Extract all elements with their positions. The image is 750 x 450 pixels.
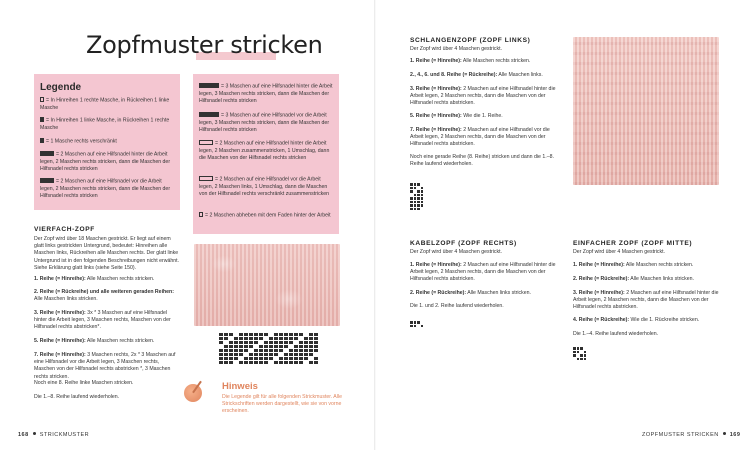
chart-cell — [421, 204, 424, 207]
chart-cell — [254, 333, 258, 336]
chart-cell — [314, 349, 318, 352]
chart-cell — [294, 333, 298, 336]
chart-cell — [284, 341, 288, 344]
symbol-icon — [199, 176, 213, 181]
chart-cell — [239, 349, 243, 352]
chart-cell — [244, 341, 248, 344]
dot-icon — [33, 432, 36, 435]
chart-cell — [234, 345, 238, 348]
hinweis-text: Die Legende gilt für alle folgenden Strickmuster. Alle Strickschriften werden dargestellt, wie sie von vorne erscheinen. — [222, 394, 342, 414]
instruction-row: 1. Reihe (= Hinreihe): Alle Maschen rechts stricken. — [34, 276, 155, 282]
chart-cell — [224, 357, 228, 360]
chart-cell — [229, 337, 233, 340]
instruction-row: 1. Reihe (= Hinreihe): 2 Maschen auf eine Hilfsnadel hinter die Arbeit legen, 2 Maschen rechts, dann die Maschen von der Hilfsnadel rechts abstricken. — [410, 262, 556, 283]
chart-cell — [309, 341, 313, 344]
chart-cell — [229, 353, 233, 356]
chart-cell — [234, 357, 238, 360]
chart-cell — [229, 361, 233, 364]
legend-item: = 3 Maschen auf eine Hilfsnadel vor die Arbeit legen, 3 Maschen rechts stricken, dann die Maschen der Hilfsnadel rechts stricken — [199, 112, 330, 134]
dot-icon — [723, 432, 726, 435]
chart-cell — [299, 341, 303, 344]
chart-cell — [417, 204, 420, 207]
chart-cell — [304, 349, 308, 352]
chart-cell — [410, 197, 413, 200]
chart-cell — [309, 349, 313, 352]
legend-item: = 3 Maschen auf eine Hilfsnadel hinter die Arbeit legen, 3 Maschen rechts stricken, dann die Maschen der Hilfsnadel rechts stricken — [199, 83, 333, 105]
chart-cell — [294, 341, 298, 344]
chart-cell — [239, 357, 243, 360]
hinweis-heading: Hinweis — [222, 381, 258, 392]
chart-cell — [573, 347, 576, 350]
chart-cell — [269, 349, 273, 352]
chart-cell — [417, 208, 420, 211]
chart-cell — [264, 337, 268, 340]
symbol-icon — [40, 151, 54, 156]
chart-cell — [249, 353, 253, 356]
chart-cell — [289, 357, 293, 360]
instruction-row: 3. Reihe (= Hinreihe): 2 Maschen auf eine Hilfsnadel hinter die Arbeit legen, 2 Maschen rechts, dann die Maschen von der Hilfsnadel rechts abstricken. — [410, 86, 556, 107]
chart-cell — [414, 201, 417, 204]
chart-cell — [269, 361, 273, 364]
chart-cell — [294, 353, 298, 356]
chart-cell — [274, 341, 278, 344]
chart-cell — [254, 337, 258, 340]
chart-cell — [294, 345, 298, 348]
chart-cell — [249, 357, 253, 360]
chart-cell — [417, 201, 420, 204]
chart-cell — [274, 361, 278, 364]
chart-cell — [284, 337, 288, 340]
chart-cell — [573, 351, 576, 354]
instruction-row: 7. Reihe (= Hinreihe): 3 Maschen rechts, 2x * 3 Maschen auf eine Hilfsnadel vor die Arbeit legen, 3 Maschen rechts, Maschen von der Hilfsnadel rechts abstricken *, 3 Maschen rechts stricken. — [34, 352, 176, 380]
chart-cell — [289, 361, 293, 364]
chart-cell — [580, 358, 583, 361]
chart-cell — [224, 333, 228, 336]
legend-item: = 1 Masche rechts verschränkt — [40, 138, 176, 146]
section-outro: Die 1.–8. Reihe laufend wiederholen. — [34, 394, 120, 400]
chart-cell — [249, 341, 253, 344]
chart-cell — [244, 349, 248, 352]
chart-cell — [299, 357, 303, 360]
chart-cell — [239, 361, 243, 364]
instruction-row: 7. Reihe (= Hinreihe): 2 Maschen auf eine Hilfsnadel vor die Arbeit legen, 2 Maschen rechts, dann die Maschen von der Hilfsnadel rechts abstricken. — [410, 127, 550, 148]
chart-cell — [414, 321, 417, 324]
chart-cell — [254, 357, 258, 360]
chart-cell — [314, 353, 318, 356]
chart-cell — [410, 321, 413, 324]
legend-item: = 2 Maschen auf eine Hilfsnadel vor die Arbeit legen, 2 Maschen rechts stricken, dann die Maschen der Hilfsnadel rechts stricken — [40, 178, 171, 200]
section-intro: Der Zopf wird über 4 Maschen gestrickt. — [573, 249, 665, 255]
chart-cell — [274, 349, 278, 352]
chart-cell — [417, 190, 420, 193]
chart-cell — [259, 337, 263, 340]
chart-cell — [244, 361, 248, 364]
chart-cell — [309, 345, 313, 348]
chart-cell — [314, 345, 318, 348]
chart-cell — [264, 333, 268, 336]
chart-cell — [577, 347, 580, 350]
chart-cell — [279, 361, 283, 364]
section-outro: Die 1.–4. Reihe laufend wiederholen. — [573, 331, 659, 337]
instruction-row: 2. Reihe (= Rückreihe): Alle Maschen links stricken. — [573, 276, 694, 282]
chart-cell — [421, 201, 424, 204]
chart-cell — [314, 333, 318, 336]
chart-cell — [417, 187, 420, 190]
chart-cell — [417, 325, 420, 328]
chart-cell — [224, 353, 228, 356]
chart-cell — [229, 341, 233, 344]
chart-cell — [410, 190, 413, 193]
chart-cell — [584, 354, 587, 357]
chart-cell — [249, 349, 253, 352]
chart-cell — [410, 325, 413, 328]
chart-cell — [274, 357, 278, 360]
page-footer: 168 STRICKMUSTER — [18, 432, 90, 438]
chart-cell — [224, 349, 228, 352]
chart-cell — [299, 345, 303, 348]
chart-cell — [573, 358, 576, 361]
chart-cell — [289, 345, 293, 348]
chart-cell — [229, 349, 233, 352]
chart-cell — [249, 337, 253, 340]
chart-cell — [580, 347, 583, 350]
symbol-icon — [199, 83, 219, 88]
chart-cell — [421, 208, 424, 211]
chart-cell — [264, 357, 268, 360]
chart-cell — [314, 357, 318, 360]
chart-cell — [304, 357, 308, 360]
chart-cell — [314, 341, 318, 344]
chart-cell — [294, 361, 298, 364]
chart-cell — [289, 353, 293, 356]
chart-cell — [274, 353, 278, 356]
chart-cell — [417, 183, 420, 186]
chart-cell — [414, 325, 417, 328]
chart-cell — [284, 345, 288, 348]
chart-cell — [239, 337, 243, 340]
symbol-icon — [199, 212, 203, 217]
chart-cell — [259, 333, 263, 336]
legend-heading: Legende — [40, 82, 82, 93]
chart-cell — [421, 187, 424, 190]
chart-cell — [239, 345, 243, 348]
chart-cell — [279, 341, 283, 344]
chart-cell — [410, 208, 413, 211]
chart-cell — [269, 337, 273, 340]
page-title: Zopfmuster stricken — [86, 31, 323, 59]
chart-cell — [219, 357, 223, 360]
chart-cell — [299, 349, 303, 352]
symbol-icon — [40, 97, 44, 102]
knit-sample-photo — [194, 244, 340, 326]
chart-cell — [309, 333, 313, 336]
chart-cell — [414, 194, 417, 197]
chart-cell — [289, 341, 293, 344]
chart-cell — [219, 333, 223, 336]
chart-cell — [414, 197, 417, 200]
chart-cell — [244, 345, 248, 348]
knitting-chart — [219, 333, 319, 365]
chart-cell — [279, 349, 283, 352]
chart-cell — [254, 341, 258, 344]
chart-cell — [284, 349, 288, 352]
legend-item: = 2 Maschen auf eine Hilfsnadel vor die Arbeit legen, 2 Maschen links, 1 Umschlag, dann die Maschen von der Hilfsnadel rechts verschränkt zusammenstricken — [199, 176, 330, 198]
chart-cell — [309, 337, 313, 340]
chart-cell — [573, 354, 576, 357]
chart-cell — [259, 361, 263, 364]
chart-cell — [410, 183, 413, 186]
chart-cell — [249, 333, 253, 336]
chart-cell — [234, 333, 238, 336]
chart-cell — [264, 341, 268, 344]
symbol-icon — [40, 138, 44, 143]
chart-cell — [584, 347, 587, 350]
chart-cell — [577, 351, 580, 354]
legend-item: = 2 Maschen abheben mit dem Faden hinter der Arbeit — [199, 212, 335, 220]
section-outro: Noch eine 8. Reihe linke Maschen stricken. — [34, 380, 134, 386]
yarn-ball-icon — [184, 384, 202, 402]
chart-cell — [304, 345, 308, 348]
section-intro: Der Zopf wird über 4 Maschen gestrickt. — [410, 249, 502, 255]
chart-cell — [274, 333, 278, 336]
chart-cell — [279, 357, 283, 360]
chart-cell — [254, 361, 258, 364]
chart-cell — [229, 345, 233, 348]
chart-cell — [410, 187, 413, 190]
symbol-icon — [40, 178, 54, 183]
section-heading: EINFACHER ZOPF (ZOPF MITTE) — [573, 240, 693, 247]
chart-cell — [304, 341, 308, 344]
chart-cell — [239, 353, 243, 356]
chart-cell — [414, 187, 417, 190]
chart-cell — [410, 194, 413, 197]
chart-cell — [284, 333, 288, 336]
chart-cell — [279, 333, 283, 336]
chart-cell — [421, 325, 424, 328]
page-footer: ZOPFMUSTER STRICKEN 169 — [642, 432, 741, 438]
section-outro: Noch eine gerade Reihe (8. Reihe) stricken und dann die 1.–8. Reihe laufend wiederholen. — [410, 154, 554, 168]
chart-cell — [279, 353, 283, 356]
chart-cell — [417, 197, 420, 200]
chart-cell — [279, 337, 283, 340]
chart-cell — [289, 333, 293, 336]
chart-cell — [269, 333, 273, 336]
instruction-row: 2. Reihe (= Rückreihe) und alle weiteren geraden Reihen: Alle Maschen links stricken. — [34, 289, 174, 303]
chart-cell — [421, 190, 424, 193]
chart-cell — [224, 337, 228, 340]
section-intro: Der Zopf wird über 4 Maschen gestrickt. — [410, 46, 502, 52]
chart-cell — [234, 349, 238, 352]
chart-cell — [229, 333, 233, 336]
chart-cell — [284, 357, 288, 360]
chart-cell — [284, 353, 288, 356]
chart-cell — [249, 361, 253, 364]
instruction-row: 5. Reihe (= Hinreihe): Wie die 1. Reihe. — [410, 113, 503, 119]
chart-cell — [314, 337, 318, 340]
chart-cell — [580, 354, 583, 357]
chart-cell — [264, 353, 268, 356]
chart-cell — [224, 341, 228, 344]
section-intro: Der Zopf wird über 18 Maschen gestrickt. Er liegt auf einem glatt links gestrickten Untergrund, bedeutet: Hinreihen alle Maschen links, Rückreihen alle Maschen rechts. Der glatt linke Untergrund ist in den folgenden Beschreibungen nicht erwähnt. Siehe Erklärung glatt links (siehe Seite 150). — [34, 236, 180, 271]
chart-cell — [259, 345, 263, 348]
chart-cell — [219, 349, 223, 352]
symbol-icon — [40, 117, 44, 122]
chart-cell — [234, 361, 238, 364]
chart-cell — [584, 358, 587, 361]
chart-cell — [224, 345, 228, 348]
section-heading: SCHLANGENZOPF (ZOPF LINKS) — [410, 37, 531, 44]
chart-cell — [309, 357, 313, 360]
chart-cell — [304, 361, 308, 364]
chart-cell — [304, 333, 308, 336]
chart-cell — [284, 361, 288, 364]
chart-cell — [264, 349, 268, 352]
chart-cell — [289, 349, 293, 352]
chart-cell — [304, 353, 308, 356]
knitting-chart — [410, 183, 424, 211]
legend-item: = In Hinreihen 1 linke Masche, in Rückreihen 1 rechte Masche — [40, 117, 170, 131]
chart-cell — [414, 190, 417, 193]
chart-cell — [259, 341, 263, 344]
chart-cell — [417, 194, 420, 197]
symbol-icon — [199, 140, 213, 145]
legend-item: = 2 Maschen auf eine Hilfsnadel hinter die Arbeit legen, 2 Maschen rechts stricken, dann die Maschen der Hilfsnadel rechts stricken — [40, 151, 171, 173]
chart-cell — [259, 357, 263, 360]
chart-cell — [294, 357, 298, 360]
chart-cell — [577, 354, 580, 357]
chart-cell — [314, 361, 318, 364]
chart-cell — [259, 353, 263, 356]
chart-cell — [421, 183, 424, 186]
chart-cell — [414, 183, 417, 186]
chart-cell — [239, 333, 243, 336]
chart-cell — [299, 333, 303, 336]
instruction-row: 1. Reihe (= Hinreihe): Alle Maschen rechts stricken. — [410, 58, 531, 64]
knit-sample-photo — [573, 37, 719, 185]
chart-cell — [234, 337, 238, 340]
chart-cell — [577, 358, 580, 361]
section-heading: VIERFACH-ZOPF — [34, 226, 95, 233]
chart-cell — [239, 341, 243, 344]
instruction-row: 5. Reihe (= Hinreihe): Alle Maschen rechts stricken. — [34, 338, 155, 344]
chart-cell — [410, 204, 413, 207]
chart-cell — [414, 208, 417, 211]
chart-cell — [417, 321, 420, 324]
chart-cell — [274, 337, 278, 340]
legend-item: = In Hinreihen 1 rechte Masche, in Rückreihen 1 linke Masche — [40, 97, 170, 111]
section-heading: KABELZOPF (ZOPF RECHTS) — [410, 240, 517, 247]
chart-cell — [309, 353, 313, 356]
instruction-row: 3. Reihe (= Hinreihe): 3x * 3 Maschen auf eine Hilfsnadel hinter die Arbeit legen, 3 Maschen rechts, Maschen von der Hilfsnadel rechts abstricken*. — [34, 310, 171, 331]
chart-cell — [269, 345, 273, 348]
chart-cell — [259, 349, 263, 352]
chart-cell — [244, 353, 248, 356]
chart-cell — [414, 204, 417, 207]
chart-cell — [299, 361, 303, 364]
chart-cell — [224, 361, 228, 364]
instruction-row: 1. Reihe (= Hinreihe): Alle Maschen rechts stricken. — [573, 262, 694, 268]
chart-cell — [294, 337, 298, 340]
chart-cell — [269, 341, 273, 344]
chart-cell — [309, 361, 313, 364]
chart-cell — [219, 361, 223, 364]
chart-cell — [254, 349, 258, 352]
chart-cell — [254, 353, 258, 356]
chart-cell — [219, 337, 223, 340]
chart-cell — [234, 341, 238, 344]
symbol-icon — [199, 112, 219, 117]
chart-cell — [421, 197, 424, 200]
chart-cell — [304, 337, 308, 340]
chart-cell — [289, 337, 293, 340]
instruction-row: 2. Reihe (= Rückreihe): Alle Maschen links stricken. — [410, 290, 531, 296]
chart-cell — [244, 337, 248, 340]
knitting-chart — [410, 321, 424, 329]
chart-cell — [299, 337, 303, 340]
chart-cell — [279, 345, 283, 348]
chart-cell — [264, 361, 268, 364]
chart-cell — [254, 345, 258, 348]
chart-cell — [421, 194, 424, 197]
chart-cell — [294, 349, 298, 352]
chart-cell — [219, 345, 223, 348]
chart-cell — [234, 353, 238, 356]
instruction-row: 2., 4., 6. und 8. Reihe (= Rückreihe): Alle Maschen links. — [410, 72, 543, 78]
chart-cell — [244, 357, 248, 360]
instruction-row: 3. Reihe (= Hinreihe): 2 Maschen auf eine Hilfsnadel hinter die Arbeit legen, 2 Maschen rechts, dann die Maschen von der Hilfsnadel rechts abstricken. — [573, 290, 719, 311]
chart-cell — [410, 201, 413, 204]
chart-cell — [249, 345, 253, 348]
chart-cell — [421, 321, 424, 324]
chart-cell — [229, 357, 233, 360]
chart-cell — [264, 345, 268, 348]
legend-item: = 2 Maschen auf eine Hilfsnadel hinter die Arbeit legen, 2 Maschen zusammenstricken, 1 Umschlag, dann die Maschen von der Hilfsnadel rechts stricken — [199, 140, 330, 162]
chart-cell — [219, 353, 223, 356]
chart-cell — [274, 345, 278, 348]
chart-cell — [299, 353, 303, 356]
chart-cell — [269, 357, 273, 360]
knitting-chart — [573, 347, 587, 363]
instruction-row: 4. Reihe (= Rückreihe): Wie die 1. Rückreihe stricken. — [573, 317, 700, 323]
chart-cell — [580, 351, 583, 354]
chart-cell — [584, 351, 587, 354]
chart-cell — [244, 333, 248, 336]
chart-cell — [269, 353, 273, 356]
section-outro: Die 1. und 2. Reihe laufend wiederholen. — [410, 303, 504, 309]
chart-cell — [219, 341, 223, 344]
